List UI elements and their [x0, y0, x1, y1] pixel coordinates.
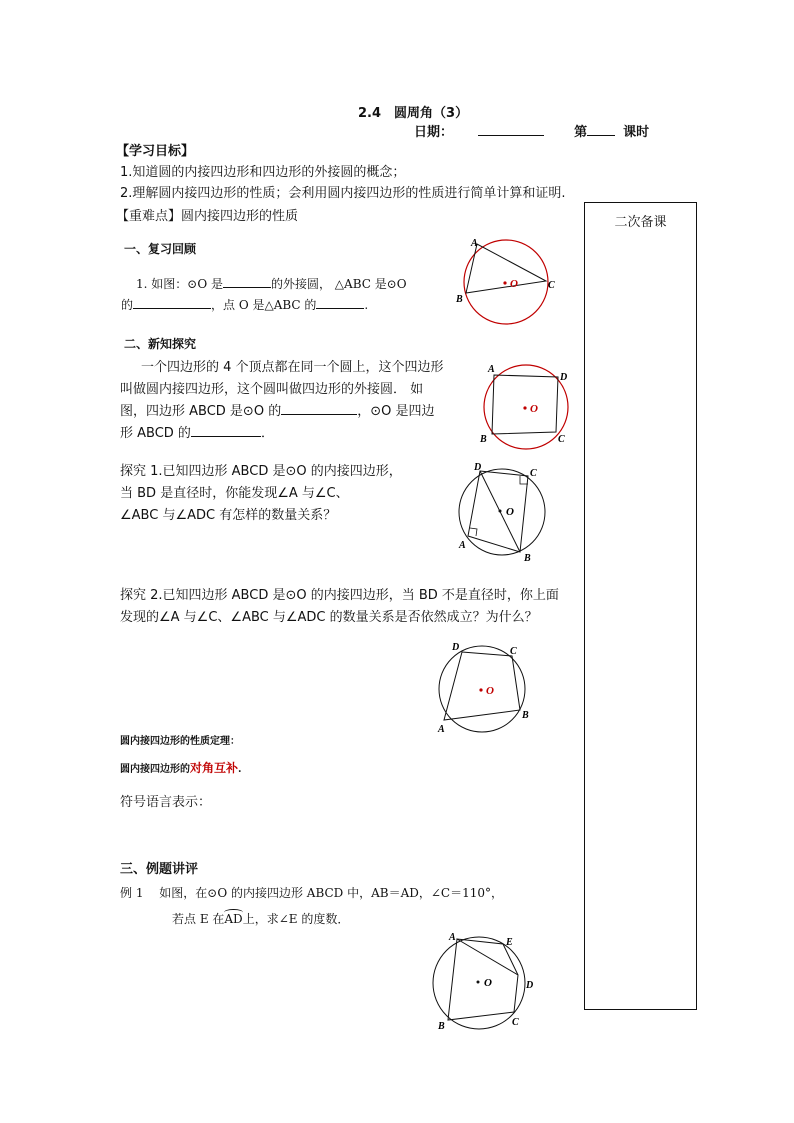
fig4-label-o: O: [486, 685, 494, 697]
p4-part-a: 形 ABCD 的: [120, 426, 191, 441]
explore1-line1: 探究 1.已知四边形 ABCD 是⊙O 的内接四边形，: [120, 464, 402, 479]
q1-part-e: .: [364, 298, 369, 312]
p3-blank: [281, 402, 357, 415]
section2-p2: 叫做圆内接四边形，这个圆叫做四边形的外接圆． 如: [120, 382, 424, 397]
objectives-heading: 【学习目标】: [116, 144, 195, 159]
q1-part-c: 的: [121, 298, 134, 312]
theorem-statement: [120, 759, 242, 776]
section1-q1-line1: [136, 275, 407, 292]
q1-part-d: ，点 O 是△ABC 的: [211, 298, 317, 312]
lesson-blank: [587, 123, 615, 136]
example1-line2: [172, 910, 349, 927]
figure-general-quad: [424, 640, 540, 736]
explore2-line2: 发现的∠A 与∠C、∠ABC 与∠ADC 的数量关系是否依然成立？为什么？: [120, 610, 538, 625]
sidebar-box: [584, 202, 697, 1010]
lesson-suffix: 课时: [623, 125, 650, 140]
example1-line1: 例 1 如图，在⊙O 的内接四边形 ABCD 中，AB＝AD，∠C＝110°，: [120, 886, 504, 900]
ex1-part-b: 上，求∠E 的度数．: [242, 912, 350, 926]
fig5-label-e: E: [506, 937, 513, 948]
date-label: 日期：: [414, 125, 454, 140]
figure-diameter-quad: [452, 460, 556, 566]
p3-part-b: ，⊙O 是四边: [357, 404, 435, 419]
fig3-label-a: A: [459, 540, 466, 551]
date-line: [414, 121, 649, 140]
q1-part-b: 的外接圆， △ABC 是⊙O: [270, 277, 407, 291]
section1-heading: 一、复习回顾: [124, 242, 197, 256]
symbolic-label: 符号语言表示：: [120, 795, 212, 810]
figure-square-circle: [474, 358, 578, 450]
q1-blank-2: [133, 296, 211, 309]
fig3-label-o: O: [506, 506, 514, 518]
key-point: 【重难点】圆内接四边形的性质: [116, 209, 299, 224]
fig2-label-c: C: [558, 434, 565, 445]
theorem-part-c: .: [238, 764, 242, 775]
fig3-label-d: D: [474, 462, 482, 473]
fig5-label-o: O: [484, 977, 492, 989]
fig4-label-c: C: [510, 646, 517, 657]
fig2-label-o: O: [530, 403, 538, 415]
fig4-label-b: B: [522, 710, 529, 721]
fig4-label-d: D: [452, 642, 460, 653]
objective-2: 2.理解圆内接四边形的性质；会利用圆内接四边形的性质进行简单计算和证明.: [120, 186, 566, 201]
section2-p4: [120, 422, 274, 441]
date-blank: [478, 123, 544, 136]
page-title: 2.4 圆周角（3）: [358, 106, 469, 121]
theorem-heading: 圆内接四边形的性质定理：: [120, 736, 240, 747]
fig1-label-b: B: [456, 294, 463, 305]
p4-part-b: ．: [260, 426, 274, 441]
fig2-label-a: A: [488, 364, 495, 375]
q1-blank-1: [223, 275, 271, 288]
fig1-label-a: A: [471, 238, 478, 249]
p4-blank: [191, 424, 261, 437]
fig3-label-c: C: [530, 468, 537, 479]
section2-heading: 二、新知探究: [124, 337, 197, 351]
fig4-label-a: A: [438, 724, 445, 735]
section2-p3: [120, 400, 434, 419]
fig2-label-d: D: [560, 372, 568, 383]
theorem-part-a: 圆内接四边形的: [120, 764, 190, 775]
fig5-label-c: C: [512, 1017, 519, 1028]
explore1-line3: ∠ABC 与∠ADC 有怎样的数量关系？: [120, 508, 337, 523]
fig2-label-b: B: [480, 434, 487, 445]
section3-heading: 三、例题讲评: [120, 862, 199, 877]
lesson-prefix: 第: [574, 125, 588, 140]
q1-blank-3: [316, 296, 364, 309]
sidebar-title: 二次备课: [614, 215, 667, 230]
objective-1: 1.知道圆的内接四边形和四边形的外接圆的概念；: [120, 165, 406, 180]
q1-part-a: 1. 如图：⊙O 是: [136, 277, 223, 291]
fig1-label-c: C: [548, 280, 555, 291]
fig5-label-b: B: [438, 1021, 445, 1032]
fig1-label-o: O: [510, 278, 518, 290]
section2-p1: 一个四边形的 4 个顶点都在同一个圆上，这个四边形: [141, 360, 444, 375]
explore1-line2: 当 BD 是直径时，你能发现∠A 与∠C、: [120, 486, 349, 501]
section1-q1-line2: [121, 296, 368, 313]
ex1-part-a: 若点 E 在: [172, 912, 225, 926]
fig5-label-a: A: [449, 932, 456, 943]
fig3-label-b: B: [524, 553, 531, 564]
fig5-label-d: D: [526, 980, 534, 991]
ex1-arc-ad: AD: [224, 912, 243, 926]
figure-example1: [424, 928, 548, 1034]
explore2-line1: 探究 2.已知四边形 ABCD 是⊙O 的内接四边形，当 BD 不是直径时，你上面: [120, 588, 559, 603]
p3-part-a: 图，四边形 ABCD 是⊙O 的: [120, 404, 282, 419]
theorem-highlight: 对角互补: [190, 761, 239, 775]
figure-triangle-circle: [452, 236, 562, 328]
